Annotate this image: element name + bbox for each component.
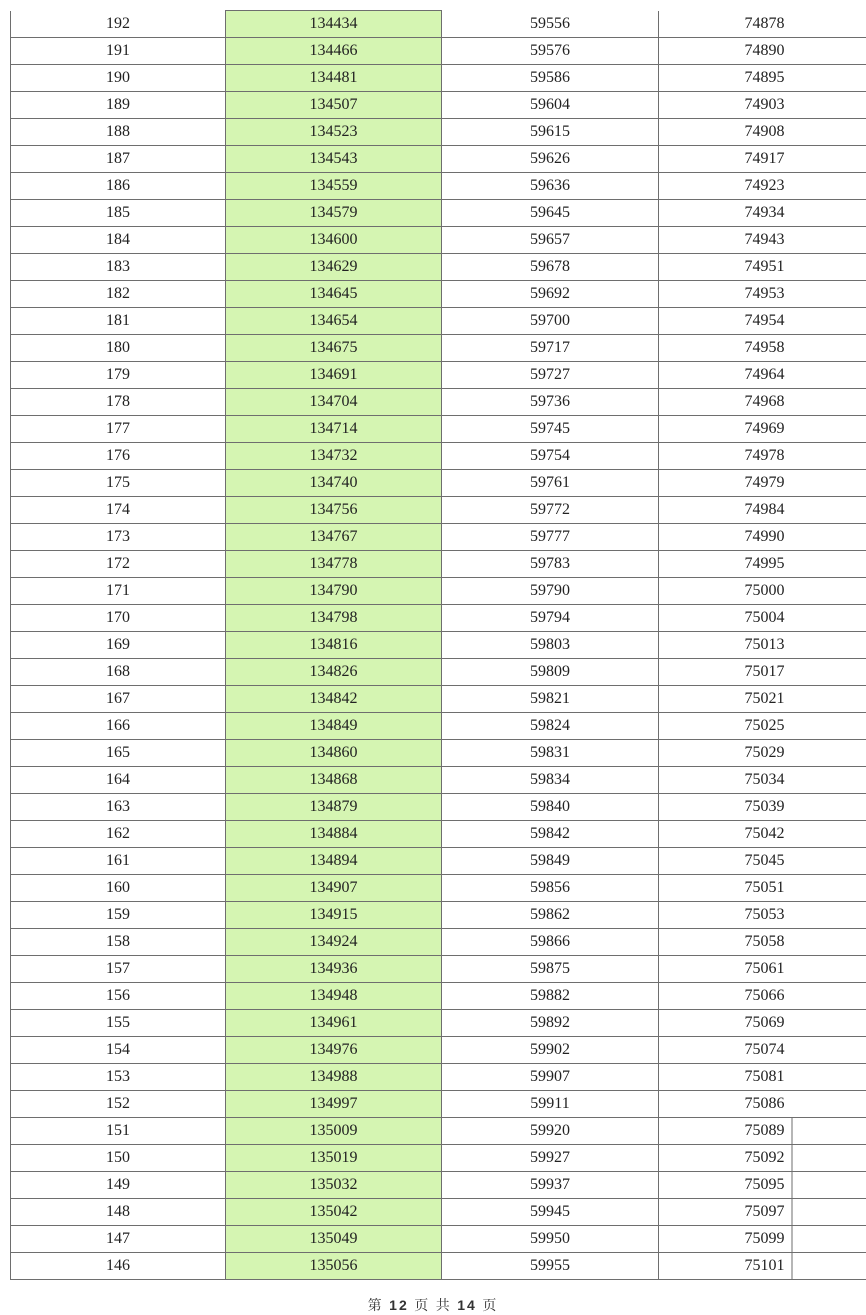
table-row bbox=[11, 524, 866, 551]
score-cell: 192 bbox=[11, 11, 226, 38]
cumulative-group-b-cell: 75013 bbox=[659, 632, 866, 659]
score-cell: 165 bbox=[11, 740, 226, 767]
table-row bbox=[11, 497, 866, 524]
table-row bbox=[11, 929, 866, 956]
score-cell: 169 bbox=[11, 632, 226, 659]
table-row bbox=[11, 173, 866, 200]
cumulative-group-a-cell: 59882 bbox=[442, 983, 659, 1010]
cumulative-group-a-cell: 59911 bbox=[442, 1091, 659, 1118]
score-cell: 174 bbox=[11, 497, 226, 524]
cumulative-group-b-cell: 74934 bbox=[659, 200, 866, 227]
table-row bbox=[11, 848, 866, 875]
table-row bbox=[11, 956, 866, 983]
cumulative-group-a-cell: 59645 bbox=[442, 200, 659, 227]
cumulative-group-a-cell: 59834 bbox=[442, 767, 659, 794]
cumulative-group-b-cell: 75029 bbox=[659, 740, 866, 767]
cumulative-group-a-cell: 59927 bbox=[442, 1145, 659, 1172]
cumulative-group-a-cell: 59692 bbox=[442, 281, 659, 308]
score-cell: 175 bbox=[11, 470, 226, 497]
cumulative-group-a-cell: 59849 bbox=[442, 848, 659, 875]
footer-prefix: 第 bbox=[367, 1299, 384, 1314]
score-cell: 179 bbox=[11, 362, 226, 389]
score-cell: 154 bbox=[11, 1037, 226, 1064]
score-cell: 191 bbox=[11, 38, 226, 65]
score-cell: 159 bbox=[11, 902, 226, 929]
cumulative-group-a-cell: 59821 bbox=[442, 686, 659, 713]
cumulative-group-b-cell: 75042 bbox=[659, 821, 866, 848]
table-row bbox=[11, 821, 866, 848]
cumulative-total-cell: 134997 bbox=[226, 1091, 442, 1118]
cumulative-group-b-cell: 75086 bbox=[659, 1091, 866, 1118]
cumulative-total-cell: 134675 bbox=[226, 335, 442, 362]
footer-suffix: 页 bbox=[482, 1299, 499, 1314]
score-cell: 158 bbox=[11, 929, 226, 956]
cumulative-total-cell: 135019 bbox=[226, 1145, 442, 1172]
cumulative-group-b-cell: 74964 bbox=[659, 362, 866, 389]
table-row bbox=[11, 983, 866, 1010]
score-cell: 177 bbox=[11, 416, 226, 443]
cumulative-group-b-cell: 74978 bbox=[659, 443, 866, 470]
score-cell: 171 bbox=[11, 578, 226, 605]
cumulative-total-cell: 134654 bbox=[226, 308, 442, 335]
cumulative-group-b-cell: 75021 bbox=[659, 686, 866, 713]
cumulative-group-b-cell: 74908 bbox=[659, 119, 866, 146]
cumulative-group-b-cell: 74895 bbox=[659, 65, 866, 92]
cumulative-group-b-cell: 75097 bbox=[659, 1199, 866, 1226]
table-row bbox=[11, 389, 866, 416]
cumulative-total-cell: 134645 bbox=[226, 281, 442, 308]
cumulative-group-a-cell: 59626 bbox=[442, 146, 659, 173]
cumulative-total-cell: 134816 bbox=[226, 632, 442, 659]
score-cell: 170 bbox=[11, 605, 226, 632]
cumulative-group-b-cell: 75017 bbox=[659, 659, 866, 686]
cumulative-group-a-cell: 59907 bbox=[442, 1064, 659, 1091]
table-row bbox=[11, 92, 866, 119]
score-cell: 173 bbox=[11, 524, 226, 551]
cumulative-group-a-cell: 59604 bbox=[442, 92, 659, 119]
cumulative-group-a-cell: 59824 bbox=[442, 713, 659, 740]
table-row bbox=[11, 578, 866, 605]
cumulative-total-cell: 134798 bbox=[226, 605, 442, 632]
cumulative-total-cell: 134868 bbox=[226, 767, 442, 794]
cumulative-group-b-cell: 75074 bbox=[659, 1037, 866, 1064]
cumulative-total-cell: 134936 bbox=[226, 956, 442, 983]
cumulative-total-cell: 134976 bbox=[226, 1037, 442, 1064]
cumulative-total-cell: 135032 bbox=[226, 1172, 442, 1199]
cumulative-group-b-cell: 75061 bbox=[659, 956, 866, 983]
score-table-body bbox=[11, 11, 866, 1280]
table-row bbox=[11, 443, 866, 470]
table-row bbox=[11, 38, 866, 65]
table-row bbox=[11, 1064, 866, 1091]
cumulative-group-b-cell: 74878 bbox=[659, 11, 866, 38]
cumulative-group-a-cell: 59866 bbox=[442, 929, 659, 956]
table-row bbox=[11, 686, 866, 713]
table-row bbox=[11, 1010, 866, 1037]
cumulative-total-cell: 134778 bbox=[226, 551, 442, 578]
cumulative-total-cell: 134704 bbox=[226, 389, 442, 416]
current-page-number: 12 bbox=[389, 1297, 409, 1313]
score-cell: 185 bbox=[11, 200, 226, 227]
cumulative-group-a-cell: 59875 bbox=[442, 956, 659, 983]
cumulative-total-cell: 135056 bbox=[226, 1253, 442, 1280]
cumulative-total-cell: 134434 bbox=[226, 11, 442, 38]
table-row bbox=[11, 11, 866, 38]
cumulative-group-b-cell: 74969 bbox=[659, 416, 866, 443]
cumulative-group-b-cell: 74995 bbox=[659, 551, 866, 578]
cumulative-group-a-cell: 59576 bbox=[442, 38, 659, 65]
table-row bbox=[11, 767, 866, 794]
cumulative-group-a-cell: 59794 bbox=[442, 605, 659, 632]
cumulative-total-cell: 134732 bbox=[226, 443, 442, 470]
table-row bbox=[11, 875, 866, 902]
cumulative-total-cell: 134559 bbox=[226, 173, 442, 200]
score-cell: 157 bbox=[11, 956, 226, 983]
score-cell: 166 bbox=[11, 713, 226, 740]
cumulative-total-cell: 135009 bbox=[226, 1118, 442, 1145]
cumulative-group-b-cell: 74923 bbox=[659, 173, 866, 200]
cumulative-total-cell: 134714 bbox=[226, 416, 442, 443]
score-table bbox=[10, 10, 866, 1280]
score-cell: 151 bbox=[11, 1118, 226, 1145]
cumulative-group-a-cell: 59950 bbox=[442, 1226, 659, 1253]
cumulative-group-a-cell: 59790 bbox=[442, 578, 659, 605]
cumulative-total-cell: 135049 bbox=[226, 1226, 442, 1253]
cumulative-group-b-cell: 75089 bbox=[659, 1118, 866, 1145]
cumulative-total-cell: 135042 bbox=[226, 1199, 442, 1226]
cumulative-total-cell: 134894 bbox=[226, 848, 442, 875]
cumulative-total-cell: 134948 bbox=[226, 983, 442, 1010]
score-cell: 155 bbox=[11, 1010, 226, 1037]
cumulative-total-cell: 134849 bbox=[226, 713, 442, 740]
cumulative-group-b-cell: 75045 bbox=[659, 848, 866, 875]
score-cell: 178 bbox=[11, 389, 226, 416]
cumulative-total-cell: 134826 bbox=[226, 659, 442, 686]
cumulative-total-cell: 134767 bbox=[226, 524, 442, 551]
cumulative-group-a-cell: 59556 bbox=[442, 11, 659, 38]
table-row bbox=[11, 254, 866, 281]
score-cell: 153 bbox=[11, 1064, 226, 1091]
cumulative-group-a-cell: 59772 bbox=[442, 497, 659, 524]
table-row bbox=[11, 470, 866, 497]
score-cell: 190 bbox=[11, 65, 226, 92]
cumulative-group-b-cell: 75004 bbox=[659, 605, 866, 632]
score-cell: 187 bbox=[11, 146, 226, 173]
cumulative-group-a-cell: 59657 bbox=[442, 227, 659, 254]
cumulative-total-cell: 134879 bbox=[226, 794, 442, 821]
cumulative-total-cell: 134842 bbox=[226, 686, 442, 713]
cumulative-group-a-cell: 59783 bbox=[442, 551, 659, 578]
score-cell: 148 bbox=[11, 1199, 226, 1226]
cumulative-group-b-cell: 75025 bbox=[659, 713, 866, 740]
score-cell: 160 bbox=[11, 875, 226, 902]
score-cell: 161 bbox=[11, 848, 226, 875]
page-footer bbox=[0, 1295, 866, 1315]
table-row bbox=[11, 335, 866, 362]
cumulative-total-cell: 134961 bbox=[226, 1010, 442, 1037]
cumulative-total-cell: 134466 bbox=[226, 38, 442, 65]
cumulative-group-a-cell: 59902 bbox=[442, 1037, 659, 1064]
cumulative-group-b-cell: 75066 bbox=[659, 983, 866, 1010]
score-cell: 150 bbox=[11, 1145, 226, 1172]
score-cell: 149 bbox=[11, 1172, 226, 1199]
cumulative-group-a-cell: 59754 bbox=[442, 443, 659, 470]
cumulative-group-b-cell: 75051 bbox=[659, 875, 866, 902]
score-cell: 164 bbox=[11, 767, 226, 794]
table-row bbox=[11, 713, 866, 740]
table-row bbox=[11, 632, 866, 659]
table-row bbox=[11, 416, 866, 443]
cumulative-group-b-cell: 74943 bbox=[659, 227, 866, 254]
cumulative-group-b-cell: 74954 bbox=[659, 308, 866, 335]
cumulative-total-cell: 134600 bbox=[226, 227, 442, 254]
cumulative-group-b-cell: 75099 bbox=[659, 1226, 866, 1253]
cumulative-group-b-cell: 74951 bbox=[659, 254, 866, 281]
score-cell: 189 bbox=[11, 92, 226, 119]
cumulative-total-cell: 134915 bbox=[226, 902, 442, 929]
cumulative-group-a-cell: 59717 bbox=[442, 335, 659, 362]
table-row bbox=[11, 281, 866, 308]
cumulative-group-a-cell: 59937 bbox=[442, 1172, 659, 1199]
cumulative-group-b-cell: 75058 bbox=[659, 929, 866, 956]
cumulative-total-cell: 134579 bbox=[226, 200, 442, 227]
cumulative-group-a-cell: 59920 bbox=[442, 1118, 659, 1145]
cumulative-group-a-cell: 59615 bbox=[442, 119, 659, 146]
table-row bbox=[11, 227, 866, 254]
cumulative-group-b-cell: 75069 bbox=[659, 1010, 866, 1037]
table-row bbox=[11, 605, 866, 632]
table-row bbox=[11, 146, 866, 173]
table-row bbox=[11, 1037, 866, 1064]
footer-middle: 页 共 bbox=[414, 1299, 452, 1314]
cumulative-group-b-cell: 74903 bbox=[659, 92, 866, 119]
table-row bbox=[11, 308, 866, 335]
table-row bbox=[11, 1226, 866, 1253]
table-row bbox=[11, 65, 866, 92]
score-cell: 156 bbox=[11, 983, 226, 1010]
cumulative-group-b-cell: 74917 bbox=[659, 146, 866, 173]
cumulative-total-cell: 134740 bbox=[226, 470, 442, 497]
cumulative-group-a-cell: 59831 bbox=[442, 740, 659, 767]
cumulative-group-a-cell: 59700 bbox=[442, 308, 659, 335]
cumulative-group-a-cell: 59586 bbox=[442, 65, 659, 92]
score-cell: 186 bbox=[11, 173, 226, 200]
table-row bbox=[11, 1172, 866, 1199]
score-cell: 182 bbox=[11, 281, 226, 308]
total-page-count: 14 bbox=[457, 1297, 477, 1313]
cumulative-group-a-cell: 59955 bbox=[442, 1253, 659, 1280]
cumulative-total-cell: 134884 bbox=[226, 821, 442, 848]
table-row bbox=[11, 902, 866, 929]
score-cell: 168 bbox=[11, 659, 226, 686]
cumulative-total-cell: 134523 bbox=[226, 119, 442, 146]
cumulative-total-cell: 134756 bbox=[226, 497, 442, 524]
cumulative-group-b-cell: 75053 bbox=[659, 902, 866, 929]
cumulative-total-cell: 134790 bbox=[226, 578, 442, 605]
score-cell: 167 bbox=[11, 686, 226, 713]
cumulative-total-cell: 134629 bbox=[226, 254, 442, 281]
cumulative-group-a-cell: 59736 bbox=[442, 389, 659, 416]
cumulative-total-cell: 134481 bbox=[226, 65, 442, 92]
cumulative-group-b-cell: 75034 bbox=[659, 767, 866, 794]
cumulative-group-b-cell: 75092 bbox=[659, 1145, 866, 1172]
table-row bbox=[11, 1199, 866, 1226]
score-cell: 180 bbox=[11, 335, 226, 362]
cumulative-group-b-cell: 75000 bbox=[659, 578, 866, 605]
cumulative-group-a-cell: 59840 bbox=[442, 794, 659, 821]
table-row bbox=[11, 659, 866, 686]
cumulative-group-b-cell: 75101 bbox=[659, 1253, 866, 1280]
table-row bbox=[11, 200, 866, 227]
cumulative-group-a-cell: 59856 bbox=[442, 875, 659, 902]
cumulative-total-cell: 134860 bbox=[226, 740, 442, 767]
table-row bbox=[11, 1091, 866, 1118]
cumulative-group-a-cell: 59945 bbox=[442, 1199, 659, 1226]
score-cell: 146 bbox=[11, 1253, 226, 1280]
cumulative-total-cell: 134924 bbox=[226, 929, 442, 956]
cumulative-group-a-cell: 59842 bbox=[442, 821, 659, 848]
table-row bbox=[11, 794, 866, 821]
cumulative-group-b-cell: 75081 bbox=[659, 1064, 866, 1091]
score-cell: 188 bbox=[11, 119, 226, 146]
score-cell: 162 bbox=[11, 821, 226, 848]
cumulative-group-a-cell: 59745 bbox=[442, 416, 659, 443]
score-cell: 181 bbox=[11, 308, 226, 335]
score-cell: 163 bbox=[11, 794, 226, 821]
score-cell: 184 bbox=[11, 227, 226, 254]
cumulative-group-a-cell: 59862 bbox=[442, 902, 659, 929]
cumulative-group-a-cell: 59809 bbox=[442, 659, 659, 686]
cumulative-group-b-cell: 74953 bbox=[659, 281, 866, 308]
cumulative-group-a-cell: 59892 bbox=[442, 1010, 659, 1037]
cumulative-group-a-cell: 59727 bbox=[442, 362, 659, 389]
table-row bbox=[11, 1145, 866, 1172]
cumulative-total-cell: 134907 bbox=[226, 875, 442, 902]
cumulative-group-a-cell: 59761 bbox=[442, 470, 659, 497]
table-row bbox=[11, 740, 866, 767]
cumulative-total-cell: 134691 bbox=[226, 362, 442, 389]
cumulative-total-cell: 134988 bbox=[226, 1064, 442, 1091]
score-cell: 183 bbox=[11, 254, 226, 281]
cumulative-group-b-cell: 74990 bbox=[659, 524, 866, 551]
table-row bbox=[11, 1118, 866, 1145]
cumulative-group-a-cell: 59803 bbox=[442, 632, 659, 659]
table-row bbox=[11, 1253, 866, 1280]
cumulative-group-b-cell: 74979 bbox=[659, 470, 866, 497]
cumulative-group-b-cell: 74968 bbox=[659, 389, 866, 416]
cumulative-total-cell: 134543 bbox=[226, 146, 442, 173]
cumulative-group-b-cell: 74890 bbox=[659, 38, 866, 65]
score-cell: 172 bbox=[11, 551, 226, 578]
table-row bbox=[11, 362, 866, 389]
cumulative-group-a-cell: 59678 bbox=[442, 254, 659, 281]
cumulative-group-b-cell: 75095 bbox=[659, 1172, 866, 1199]
cumulative-group-b-cell: 74958 bbox=[659, 335, 866, 362]
score-cell: 152 bbox=[11, 1091, 226, 1118]
cumulative-group-a-cell: 59636 bbox=[442, 173, 659, 200]
cumulative-group-a-cell: 59777 bbox=[442, 524, 659, 551]
table-row bbox=[11, 551, 866, 578]
cumulative-group-b-cell: 75039 bbox=[659, 794, 866, 821]
cumulative-total-cell: 134507 bbox=[226, 92, 442, 119]
score-cell: 176 bbox=[11, 443, 226, 470]
cumulative-group-b-cell: 74984 bbox=[659, 497, 866, 524]
score-cell: 147 bbox=[11, 1226, 226, 1253]
table-row bbox=[11, 119, 866, 146]
